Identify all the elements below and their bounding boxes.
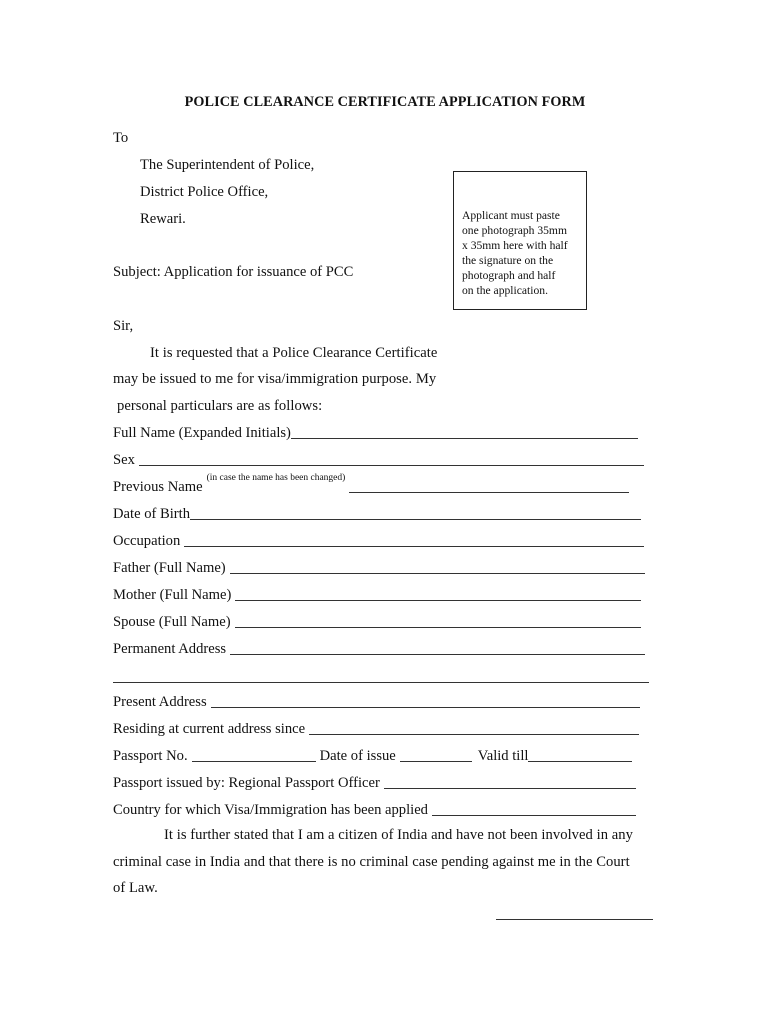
occupation-label: Occupation [113, 533, 181, 549]
sex-label: Sex [113, 452, 135, 468]
passport-no-label: Passport No. [113, 748, 188, 764]
valid-till-field[interactable] [528, 747, 632, 762]
full-name-row [113, 422, 638, 442]
previous-name-row [113, 473, 629, 496]
mother-field[interactable] [235, 586, 641, 601]
permanent-address-field[interactable] [230, 640, 645, 655]
sex-row [113, 449, 644, 469]
country-row [113, 799, 636, 819]
photo-box[interactable] [453, 171, 587, 310]
mother-row [113, 584, 641, 604]
spouse-row [113, 611, 641, 631]
photo-instruction-4: the signature on the [462, 254, 554, 267]
permanent-address-row [113, 638, 645, 658]
photo-instruction-1: Applicant must paste [462, 209, 560, 222]
father-field[interactable] [230, 559, 645, 574]
addressee-to: To [113, 130, 129, 146]
passport-no-field[interactable] [192, 747, 316, 762]
passport-row [113, 745, 632, 765]
previous-name-field[interactable] [349, 478, 629, 493]
residing-since-field[interactable] [309, 720, 639, 735]
subject-line: Subject: Application for issuance of PCC [113, 264, 354, 280]
passport-issued-field[interactable] [384, 774, 636, 789]
present-address-row [113, 691, 640, 711]
sex-field[interactable] [139, 451, 644, 466]
full-name-label: Full Name (Expanded Initials) [113, 425, 291, 441]
occupation-row [113, 530, 644, 550]
permanent-address-field-line-2[interactable] [113, 681, 649, 683]
previous-name-label: Previous Name [113, 479, 203, 495]
valid-till-label: Valid till [477, 748, 529, 764]
salutation: Sir, [113, 318, 134, 334]
photo-instruction-2: one photograph 35mm [462, 224, 567, 237]
declaration-line-1: It is further stated that I am a citizen of India and have not been involved in any [164, 827, 633, 843]
residing-since-row [113, 718, 639, 738]
mother-label: Mother (Full Name) [113, 587, 232, 603]
passport-issued-row [113, 772, 636, 792]
date-of-birth-field[interactable] [190, 505, 641, 520]
photo-instruction-6: on the application. [462, 284, 548, 297]
signature-field[interactable] [496, 918, 653, 920]
occupation-field[interactable] [184, 532, 644, 547]
addressee-line-3: Rewari. [140, 211, 186, 227]
spouse-label: Spouse (Full Name) [113, 614, 231, 630]
photo-instruction-5: photograph and half [462, 269, 556, 282]
country-field[interactable] [432, 801, 636, 816]
intro-line-2: may be issued to me for visa/immigration purpose. My [113, 371, 437, 387]
present-address-label: Present Address [113, 694, 207, 710]
date-of-birth-label: Date of Birth [113, 506, 191, 522]
date-of-birth-row [113, 503, 641, 523]
father-row [113, 557, 645, 577]
addressee-line-2: District Police Office, [140, 184, 269, 200]
permanent-address-label: Permanent Address [113, 641, 227, 657]
date-of-issue-field[interactable] [400, 747, 472, 762]
date-of-issue-label: Date of issue [319, 748, 396, 764]
form-title: POLICE CLEARANCE CERTIFICATE APPLICATION FORM [184, 94, 586, 110]
declaration-line-3: of Law. [113, 880, 158, 896]
previous-name-hint: (in case the name has been changed) [206, 473, 346, 483]
country-label: Country for which Visa/Immigration has been applied [113, 802, 428, 818]
intro-line-3: personal particulars are as follows: [117, 398, 323, 414]
photo-instruction-3: x 35mm here with half [462, 239, 568, 252]
full-name-field[interactable] [291, 424, 638, 439]
present-address-field[interactable] [211, 693, 640, 708]
intro-line-1: It is requested that a Police Clearance Certificate [150, 345, 438, 361]
residing-since-label: Residing at current address since [113, 721, 306, 737]
passport-issued-label: Passport issued by: Regional Passport Officer [113, 775, 380, 791]
spouse-field[interactable] [235, 613, 641, 628]
declaration-line-2: criminal case in India and that there is no criminal case pending against me in the Court [113, 854, 630, 870]
addressee-line-1: The Superintendent of Police, [140, 157, 315, 173]
father-label: Father (Full Name) [113, 560, 226, 576]
